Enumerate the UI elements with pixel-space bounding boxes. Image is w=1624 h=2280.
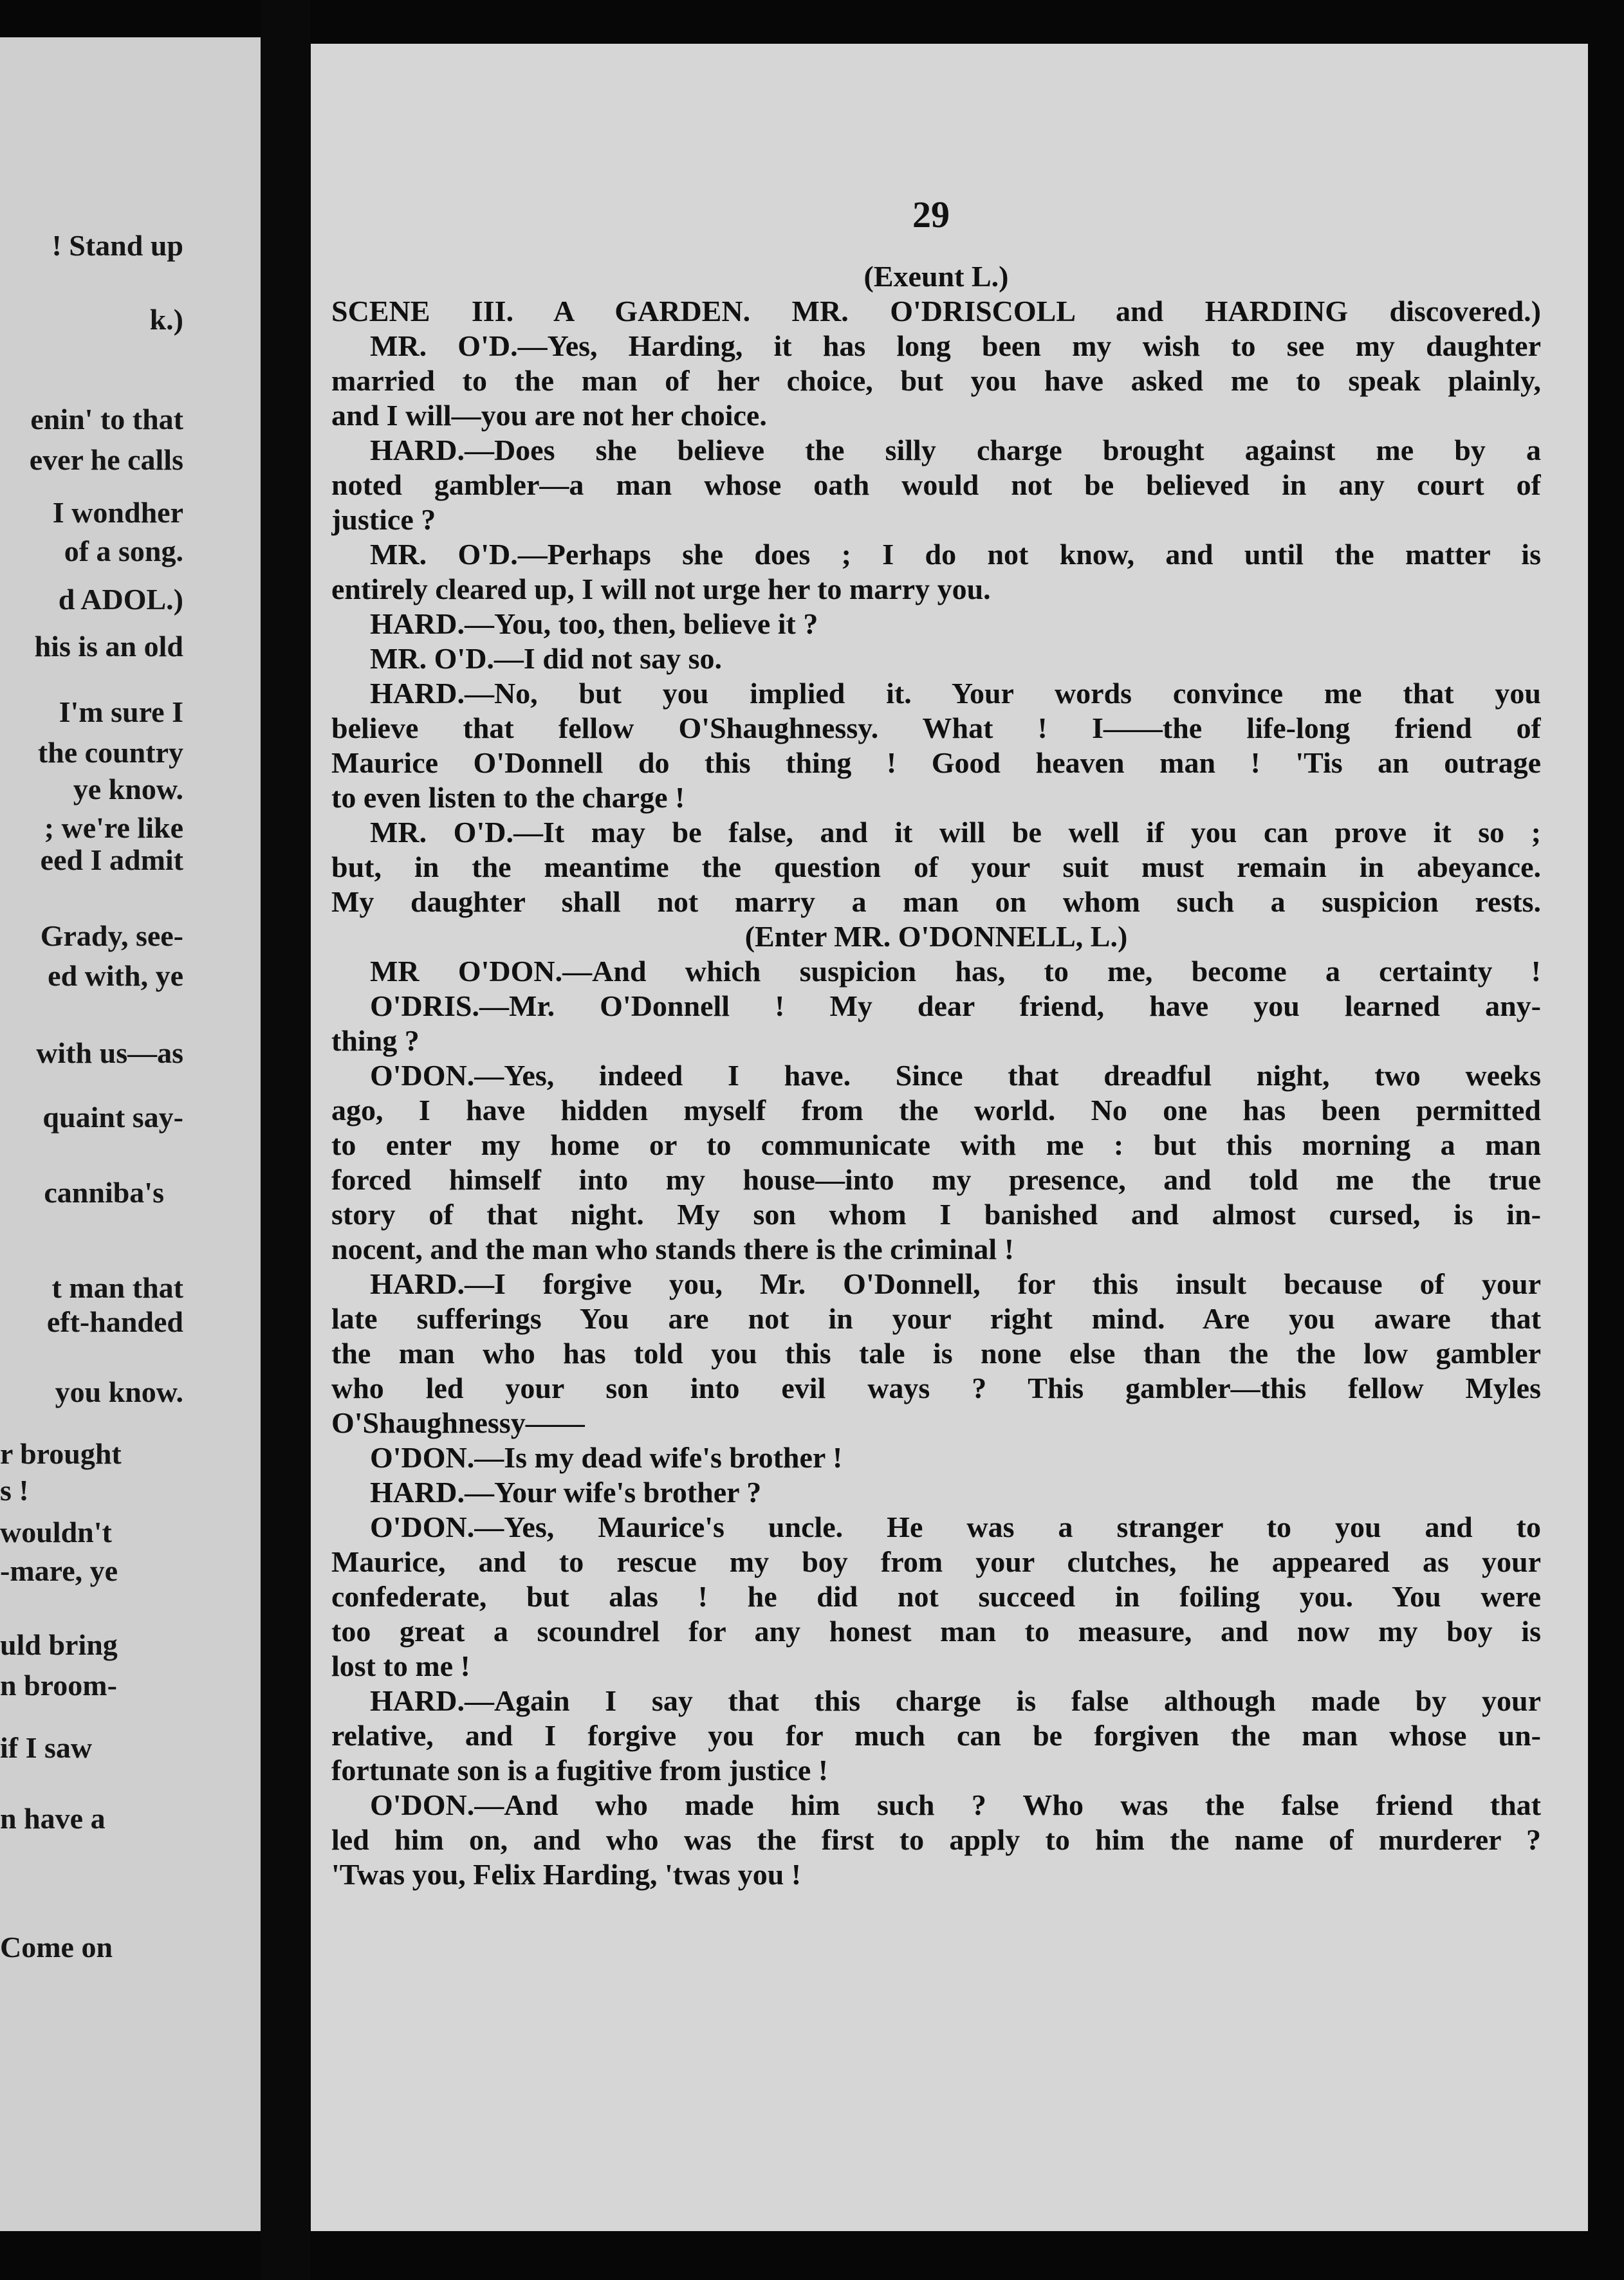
left-page-line: enin' to that [30,403,183,436]
left-page-line: I'm sure I [59,695,183,728]
text-line: MR. O'D.—Yes, Harding, it has long been my wish to see my daughter [370,329,1541,362]
text-line: ago, I have hidden myself from the world. No one has been permitted [331,1094,1541,1126]
left-page-line: t man that [51,1271,183,1304]
text-line: MR. O'D.—Perhaps she does ; I do not know, and until the matter is [370,538,1541,571]
left-page-line: you know. [55,1375,183,1408]
text-line: noted gambler—a man whose oath would not be believed in any court of [331,468,1541,501]
book-gutter [261,0,311,2280]
text-line: but, in the meantime the question of your suit must remain in abeyance. [331,850,1541,883]
text-line: thing ? [331,1024,420,1057]
left-page-line: n have a [0,1802,106,1835]
text-line: MR. O'D.—It may be false, and it will be well if you can prove it so ; [370,816,1541,849]
text-line: entirely cleared up, I will not urge her to marry you. [331,573,991,605]
left-page-line: eft-handed [46,1305,183,1338]
text-line: fortunate son is a fugitive from justice ! [331,1754,829,1787]
left-page-line: ; we're like [44,811,183,844]
text-line: and I will—you are not her choice. [331,399,767,432]
text-line: relative, and I forgive you for much can be forgiven the man whose un- [331,1719,1541,1752]
left-page-line: n broom- [0,1669,117,1702]
text-line: MR. O'D.—I did not say so. [370,642,722,675]
text-line: led him on, and who was the first to apply to him the name of murderer ? [331,1823,1541,1856]
text-line: confederate, but alas ! he did not succeed in foiling you. You were [331,1580,1541,1613]
text-line: O'Shaughnessy—— [331,1406,585,1439]
text-line: married to the man of her choice, but you have asked me to speak plainly, [331,364,1541,397]
text-line: O'DRIS.—Mr. O'Donnell ! My dear friend, have you learned any- [370,989,1541,1022]
text-line: lost to me ! [331,1650,470,1682]
left-page-line: ed with, ye [48,959,183,992]
left-page-line: canniba's [44,1176,164,1209]
text-line: O'DON.—And who made him such ? Who was the false friend that [370,1788,1541,1821]
text-line: justice ? [331,503,436,536]
left-page-line: uld bring [0,1628,118,1661]
text-line: O'DON.—Yes, Maurice's uncle. He was a stranger to you and to [370,1511,1541,1543]
text-line: HARD.—Again I say that this charge is false although made by your [370,1684,1541,1717]
left-page-line: I wondher [52,496,183,529]
left-page-line: quaint say- [42,1101,183,1134]
text-line: story of that night. My son whom I banished and almost cursed, is in- [331,1198,1541,1231]
text-line: HARD.—No, but you implied it. Your words convince me that you [370,677,1541,710]
left-page-line: s ! [0,1474,29,1507]
text-line: who led your son into evil ways ? This gambler—this fellow Myles [331,1372,1541,1404]
text-line: My daughter shall not marry a man on whom such a suspicion rests. [331,885,1541,918]
text-line: the man who has told you this tale is none else than the the low gambler [331,1337,1541,1370]
left-page-fragment [0,37,261,2231]
text-line: too great a scoundrel for any honest man to measure, and now my boy is [331,1615,1541,1648]
left-page-line: Grady, see- [40,919,183,952]
text-line: HARD.—Does she believe the silly charge brought against me by a [370,434,1541,466]
text-line: Maurice O'Donnell do this thing ! Good heaven man ! 'Tis an outrage [331,746,1541,779]
text-line: to even listen to the charge ! [331,781,685,814]
text-line: SCENE III. A GARDEN. MR. O'DRISCOLL and HARDING discovered.) [331,295,1541,327]
text-line: (Exeunt L.) [863,260,1009,293]
left-page-line: ! Stand up [51,229,183,262]
left-page-line: the country [37,736,183,769]
left-page-line: his is an old [34,630,183,663]
text-line: HARD.—Your wife's brother ? [370,1476,762,1509]
left-page-line: r brought [0,1437,122,1470]
left-page-line: wouldn't [0,1516,112,1549]
text-line: HARD.—You, too, then, believe it ? [370,607,818,640]
text-line: to enter my home or to communicate with me : but this morning a man [331,1128,1541,1161]
right-page [311,44,1588,2231]
text-line: O'DON.—Is my dead wife's brother ! [370,1441,843,1474]
text-line: believe that fellow O'Shaughnessy. What ! I——the life-long friend of [331,712,1541,744]
text-line: 'Twas you, Felix Harding, 'twas you ! [331,1858,802,1891]
page-number: 29 [912,194,950,235]
left-page-line: ever he calls [29,443,183,476]
left-page-line: d ADOL.) [58,583,183,616]
left-page-line: -mare, ye [0,1554,118,1587]
play-text [331,259,1541,1892]
left-page-line: with us—as [36,1036,183,1069]
left-page-line: if I saw [0,1731,93,1764]
left-page-line: k.) [149,303,183,336]
left-page-line: ye know. [73,773,183,805]
left-page-line: of a song. [64,535,183,567]
text-line: nocent, and the man who stands there is the criminal ! [331,1233,1015,1265]
left-page-line: Come on [0,1931,113,1963]
text-line: (Enter MR. O'DONNELL, L.) [744,920,1128,953]
text-line: forced himself into my house—into my presence, and told me the true [331,1163,1541,1196]
text-line: HARD.—I forgive you, Mr. O'Donnell, for this insult because of your [370,1267,1541,1300]
text-line: Maurice, and to rescue my boy from your clutches, he appeared as your [331,1545,1541,1578]
text-line: late sufferings You are not in your right mind. Are you aware that [331,1302,1541,1335]
text-line: O'DON.—Yes, indeed I have. Since that dreadful night, two weeks [370,1059,1541,1092]
left-page-line: eed I admit [40,843,183,876]
text-line: MR O'DON.—And which suspicion has, to me, become a certainty ! [370,955,1541,988]
